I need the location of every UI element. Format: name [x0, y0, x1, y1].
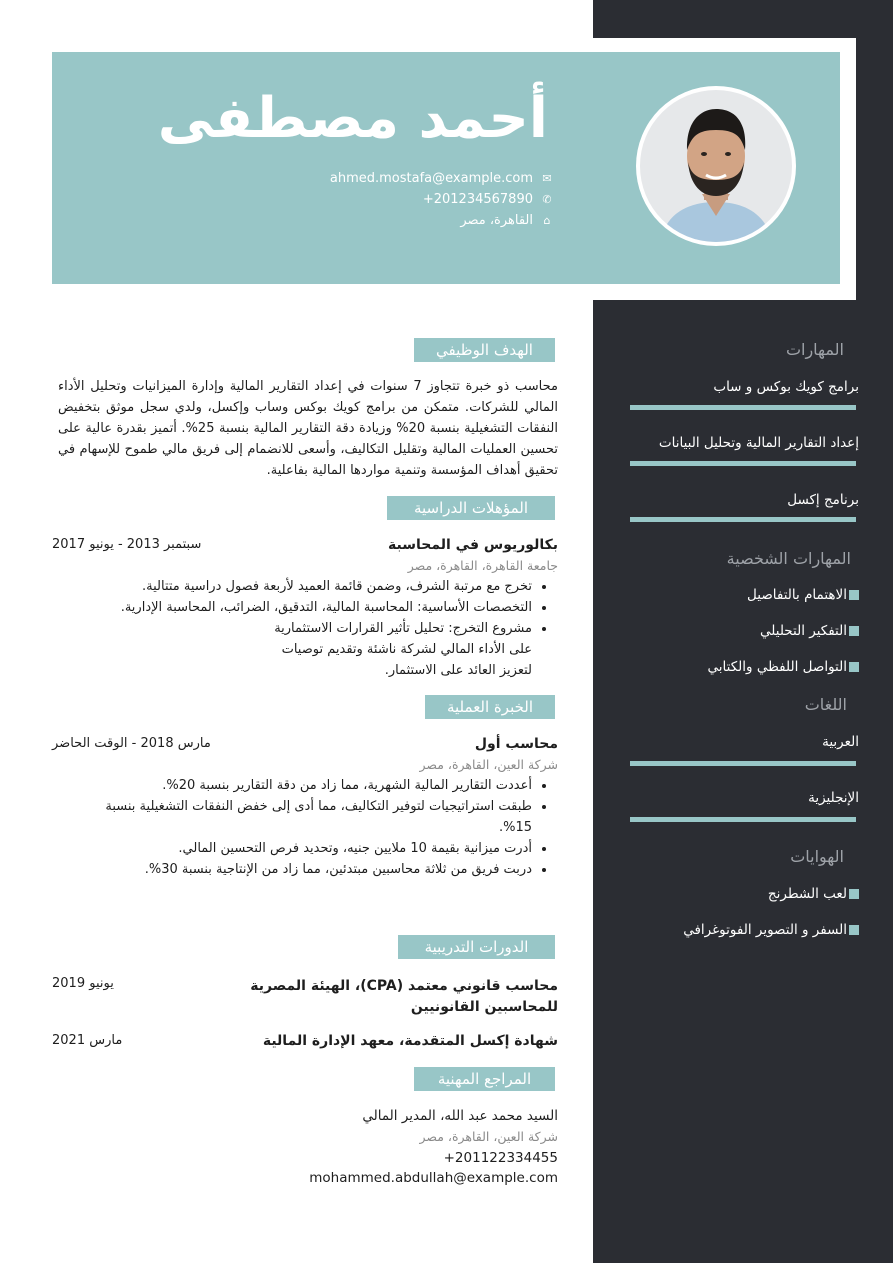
reference-phone[interactable]: +201122334455	[443, 1150, 558, 1166]
course-row	[52, 1033, 558, 1055]
list-item: • التخصصات الأساسية: المحاسبة المالية، التدقيق، الضرائب، المحاسبة الإدارية.	[32, 597, 532, 618]
skill-level-bar	[630, 517, 856, 522]
profile-photo	[636, 86, 796, 246]
list-item: • مشروع التخرج: تحليل تأثير القرارات الاستثمارية على الأداء المالي لشركة ناشئة وتقديم توصيات لتعزيز العائد على الاستثمار.	[262, 618, 532, 681]
education-bullets	[32, 576, 558, 681]
avatar-image	[640, 90, 792, 242]
bullet-square-icon	[849, 662, 859, 672]
hobby-item: لعب الشطرنج	[768, 886, 859, 902]
skill-item: برامج كويك بوكس و ساب	[713, 379, 859, 395]
contact-location	[460, 213, 553, 228]
hobbies-heading: الهوايات	[790, 847, 844, 866]
personal-skill-item: التواصل اللفظي والكتابي	[708, 659, 859, 675]
contact-email[interactable]	[330, 171, 553, 186]
list-item: • أدرت ميزانية بقيمة 10 ملايين جنيه، وتحديد فرص التحسين المالي.	[82, 838, 532, 859]
skill-item: برنامج إكسل	[787, 492, 859, 508]
job-title: محاسب أول	[474, 736, 558, 752]
reference-name: السيد محمد عبد الله، المدير المالي	[362, 1108, 558, 1124]
course-name: محاسب قانوني معتمد (CPA)، الهيئة المصرية للمحاسبين القانونيين	[250, 978, 558, 1015]
reference-company: شركة العين، القاهرة، مصر	[419, 1129, 558, 1144]
experience-row	[52, 736, 558, 758]
list-item: • طبقت استراتيجيات لتوفير التكاليف، مما أدى إلى خفض النفقات التشغيلية بنسبة 15%.	[82, 796, 532, 838]
degree-title: بكالوريوس في المحاسبة	[388, 537, 558, 553]
courses-heading: الدورات التدريبية	[398, 935, 555, 959]
skill-level-bar	[630, 461, 856, 466]
experience-dates: مارس 2018 - الوقت الحاضر	[52, 736, 211, 751]
course-date: يونيو 2019	[52, 976, 114, 991]
reference-email[interactable]: mohammed.abdullah@example.com	[309, 1170, 558, 1186]
email-text: ahmed.mostafa@example.com	[329, 171, 533, 186]
references-heading: المراجع المهنية	[414, 1067, 555, 1091]
objective-text: محاسب ذو خبرة تتجاوز 7 سنوات في إعداد التقارير المالية وإدارة الميزانيات وتحليل الأداء المالي للشركات. متمكن من برامج كويك بوكس وساب وإكسل، ولدي سجل موثق بتخفيض النفقات التشغيلية بنسبة 20% وزيادة دقة التقارير المالية بنسبة 25%. أتميز بقدرة عالية على تحسين العمليات المالية وتقليل التكاليف، وأسعى للانضمام إلى فريق مالي طموح للإسهام في تحقيق أهداف المؤسسة وتنمية مواردها المالية بفاعلية.	[58, 379, 559, 478]
candidate-name: أحمد مصطفى	[157, 86, 548, 151]
list-item: • أعددت التقارير المالية الشهرية، مما زاد من دقة التقارير بنسبة 20%.	[82, 775, 532, 796]
location-text: القاهرة، مصر	[460, 213, 533, 228]
education-dates: سبتمبر 2013 - يونيو 2017	[52, 537, 202, 552]
language-level-bar	[630, 817, 856, 822]
language-item: العربية	[822, 734, 859, 750]
languages-heading: اللغات	[804, 695, 847, 714]
personal-skill-item: الاهتمام بالتفاصيل	[747, 587, 859, 603]
contact-phone[interactable]	[423, 192, 553, 207]
experience-bullets	[82, 775, 558, 880]
course-date: مارس 2021	[52, 1033, 123, 1048]
school-name: جامعة القاهرة، القاهرة، مصر	[407, 558, 558, 573]
experience-heading: الخبرة العملية	[425, 695, 555, 719]
language-item: الإنجليزية	[808, 790, 859, 806]
skill-item: إعداد التقارير المالية وتحليل البيانات	[658, 435, 859, 451]
hobby-item: السفر و التصوير الفوتوغرافي	[683, 922, 859, 938]
company-name: شركة العين، القاهرة، مصر	[419, 757, 558, 772]
personal-skill-item: التفكير التحليلي	[760, 623, 859, 639]
home-icon: ⌂	[543, 214, 551, 227]
bullet-square-icon	[849, 590, 859, 600]
bullet-square-icon	[849, 925, 859, 935]
bullet-square-icon	[849, 889, 859, 899]
language-level-bar	[630, 761, 856, 766]
education-heading: المؤهلات الدراسية	[387, 496, 555, 520]
course-name: شهادة إكسل المتقدمة، معهد الإدارة المالية	[262, 1033, 558, 1049]
course-row	[52, 976, 558, 1018]
bullet-square-icon	[849, 626, 859, 636]
skill-level-bar	[630, 405, 856, 410]
phone-text: +201234567890	[422, 192, 533, 207]
skills-heading: المهارات	[785, 340, 844, 359]
objective-heading: الهدف الوظيفي	[414, 338, 555, 362]
personal-skills-heading: المهارات الشخصية	[726, 549, 851, 568]
list-item: • تخرج مع مرتبة الشرف، وضمن قائمة العميد لأربعة فصول دراسية متتالية.	[32, 576, 532, 597]
phone-icon: ✆	[542, 193, 552, 206]
education-row	[52, 537, 558, 559]
list-item: • دربت فريق من ثلاثة محاسبين مبتدئين، مما زاد من الإنتاجية بنسبة 30%.	[82, 859, 532, 880]
email-icon: ✉	[542, 172, 552, 185]
